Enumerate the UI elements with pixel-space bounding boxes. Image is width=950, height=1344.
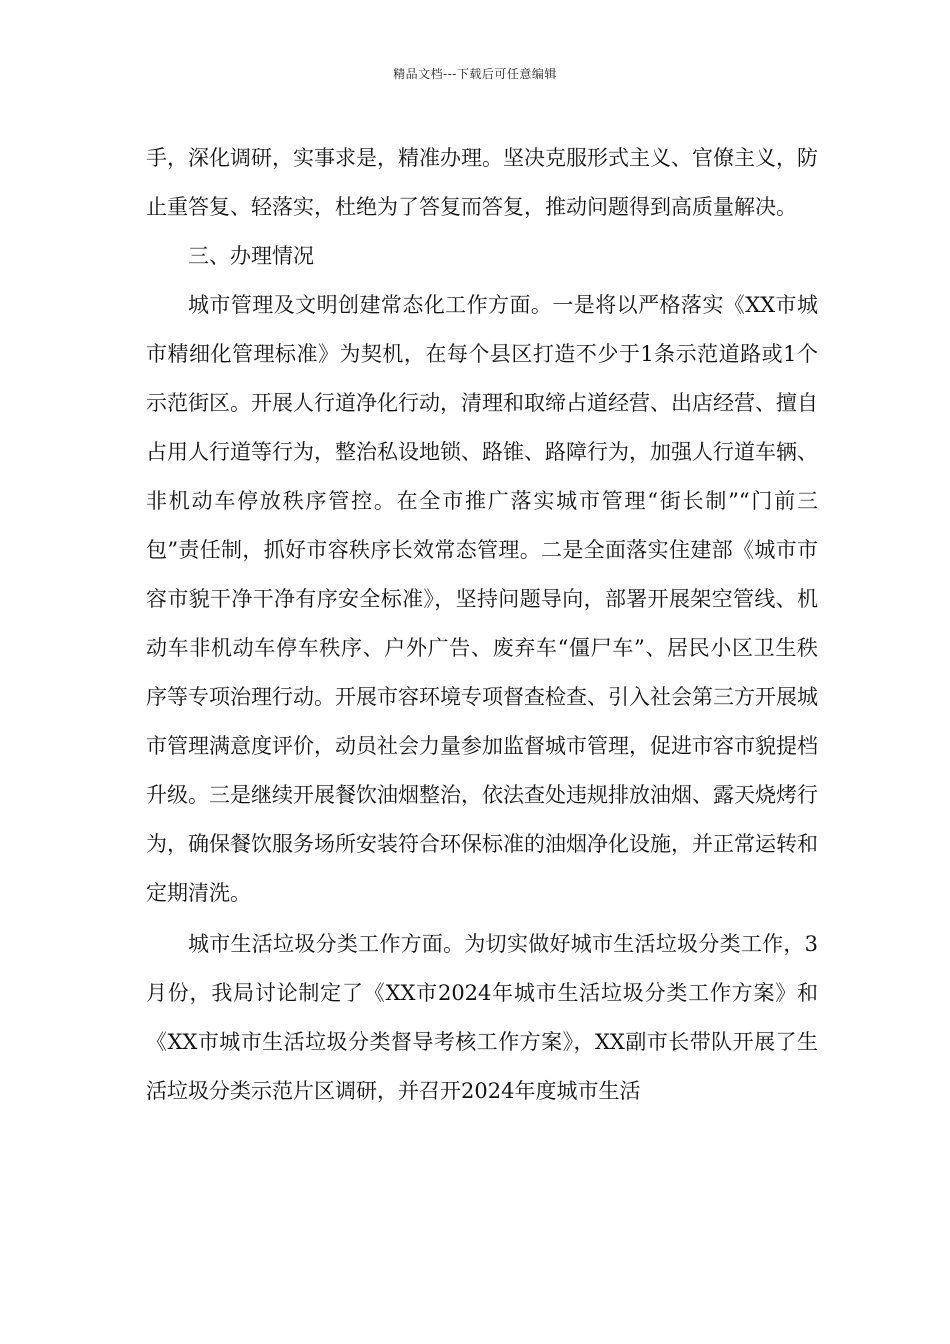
paragraph-city-management: 城市管理及文明创建常态化工作方面。一是将以严格落实《XX市城市精细化管理标准》为契机，在每个县区打造不少于1条示范道路或1个示范街区。开展人行道净化行动，清理和取缔占道经营、出店经营、擅自占用人行道等行为，整治私设地锁、路锥、路障行为，加强人行道车辆、非机动车停放秩序管控。在全市推广落实城市管理“街长制”“门前三包”责任制，抓好市容秩序长效常态管理。二是全面落实住建部《城市市容市貌干净干净有序安全标准》，坚持问题导向，部署开展架空管线、机动车非机动车停车秩序、户外广告、废弃车“僵尸车”、居民小区卫生秩序等专项治理行动。开展市容环境专项督查检查、引入社会第三方开展城市管理满意度评价，动员社会力量参加监督城市管理，促进市容市貌提档升级。三是继续开展餐饮油烟整治，依法查处违规排放油烟、露天烧烤行为，确保餐饮服务场所安装符合环保标准的油烟净化设施，并正常运转和定期清洗。 bbox=[146, 293, 818, 905]
document-body bbox=[146, 134, 818, 1116]
page-header: 精品文档---下载后可任意编辑 bbox=[393, 67, 557, 81]
paragraph-continuation: 手，深化调研，实事求是，精准办理。坚决克服形式主义、官僚主义，防止重答复、轻落实，杜绝为了答复而答复，推动问题得到高质量解决。 bbox=[146, 146, 818, 219]
section-heading: 三、办理情况 bbox=[188, 244, 314, 268]
paragraph-waste-sorting: 城市生活垃圾分类工作方面。为切实做好城市生活垃圾分类工作，3月份，我局讨论制定了《XX市2024年城市生活垃圾分类工作方案》和《XX市城市生活垃圾分类督导考核工作方案》，XX副市长带队开展了生活垃圾分类示范片区调研，并召开2024年度城市生活 bbox=[146, 932, 818, 1103]
